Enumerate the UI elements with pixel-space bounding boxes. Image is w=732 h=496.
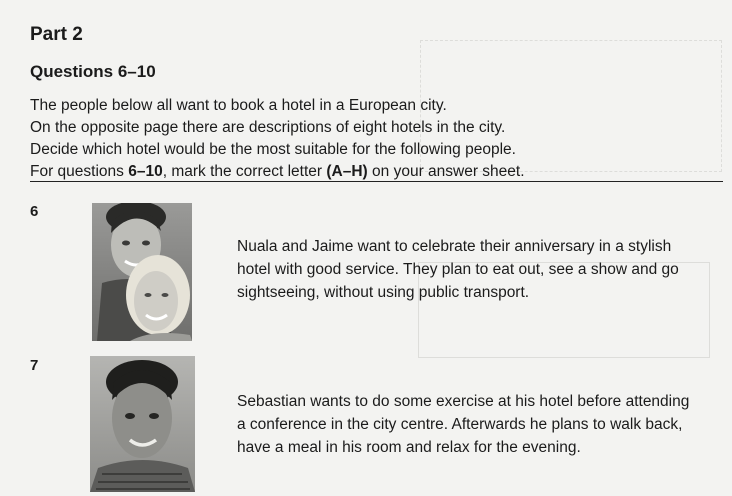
description-line: sightseeing, without using public transport. xyxy=(237,284,530,301)
description-line: Nuala and Jaime want to celebrate their anniversary in a stylish xyxy=(237,238,672,255)
instruction-line: On the opposite page there are descriptions of eight hotels in the city. xyxy=(30,119,506,136)
instruction-text: For questions xyxy=(30,163,129,180)
part-heading: Part 2 xyxy=(30,24,83,45)
divider xyxy=(30,181,723,182)
questions-heading: Questions 6–10 xyxy=(30,62,156,81)
question-range: 6–10 xyxy=(128,163,163,180)
instruction-line: The people below all want to book a hotel in a European city. xyxy=(30,97,447,114)
instruction-text: on your answer sheet. xyxy=(367,163,525,180)
letter-range: (A–H) xyxy=(326,163,368,180)
instruction-line xyxy=(30,161,720,183)
man-photo xyxy=(90,356,195,492)
description-line: Sebastian wants to do some exercise at his hotel before attending xyxy=(237,393,690,410)
instruction-text: , mark the correct letter xyxy=(162,163,327,180)
instruction-line: Decide which hotel would be the most suitable for the following people. xyxy=(30,141,516,158)
item-description xyxy=(237,390,727,459)
description-line: a conference in the city centre. Afterwards he plans to walk back, xyxy=(237,416,683,433)
description-line: have a meal in his room and relax for the evening. xyxy=(237,439,581,456)
question-number: 7 xyxy=(30,357,39,374)
question-number: 6 xyxy=(30,203,39,220)
description-line: hotel with good service. They plan to eat out, see a show and go xyxy=(237,261,679,278)
item-description xyxy=(237,235,727,304)
couple-photo xyxy=(92,203,192,341)
instructions xyxy=(30,95,720,183)
